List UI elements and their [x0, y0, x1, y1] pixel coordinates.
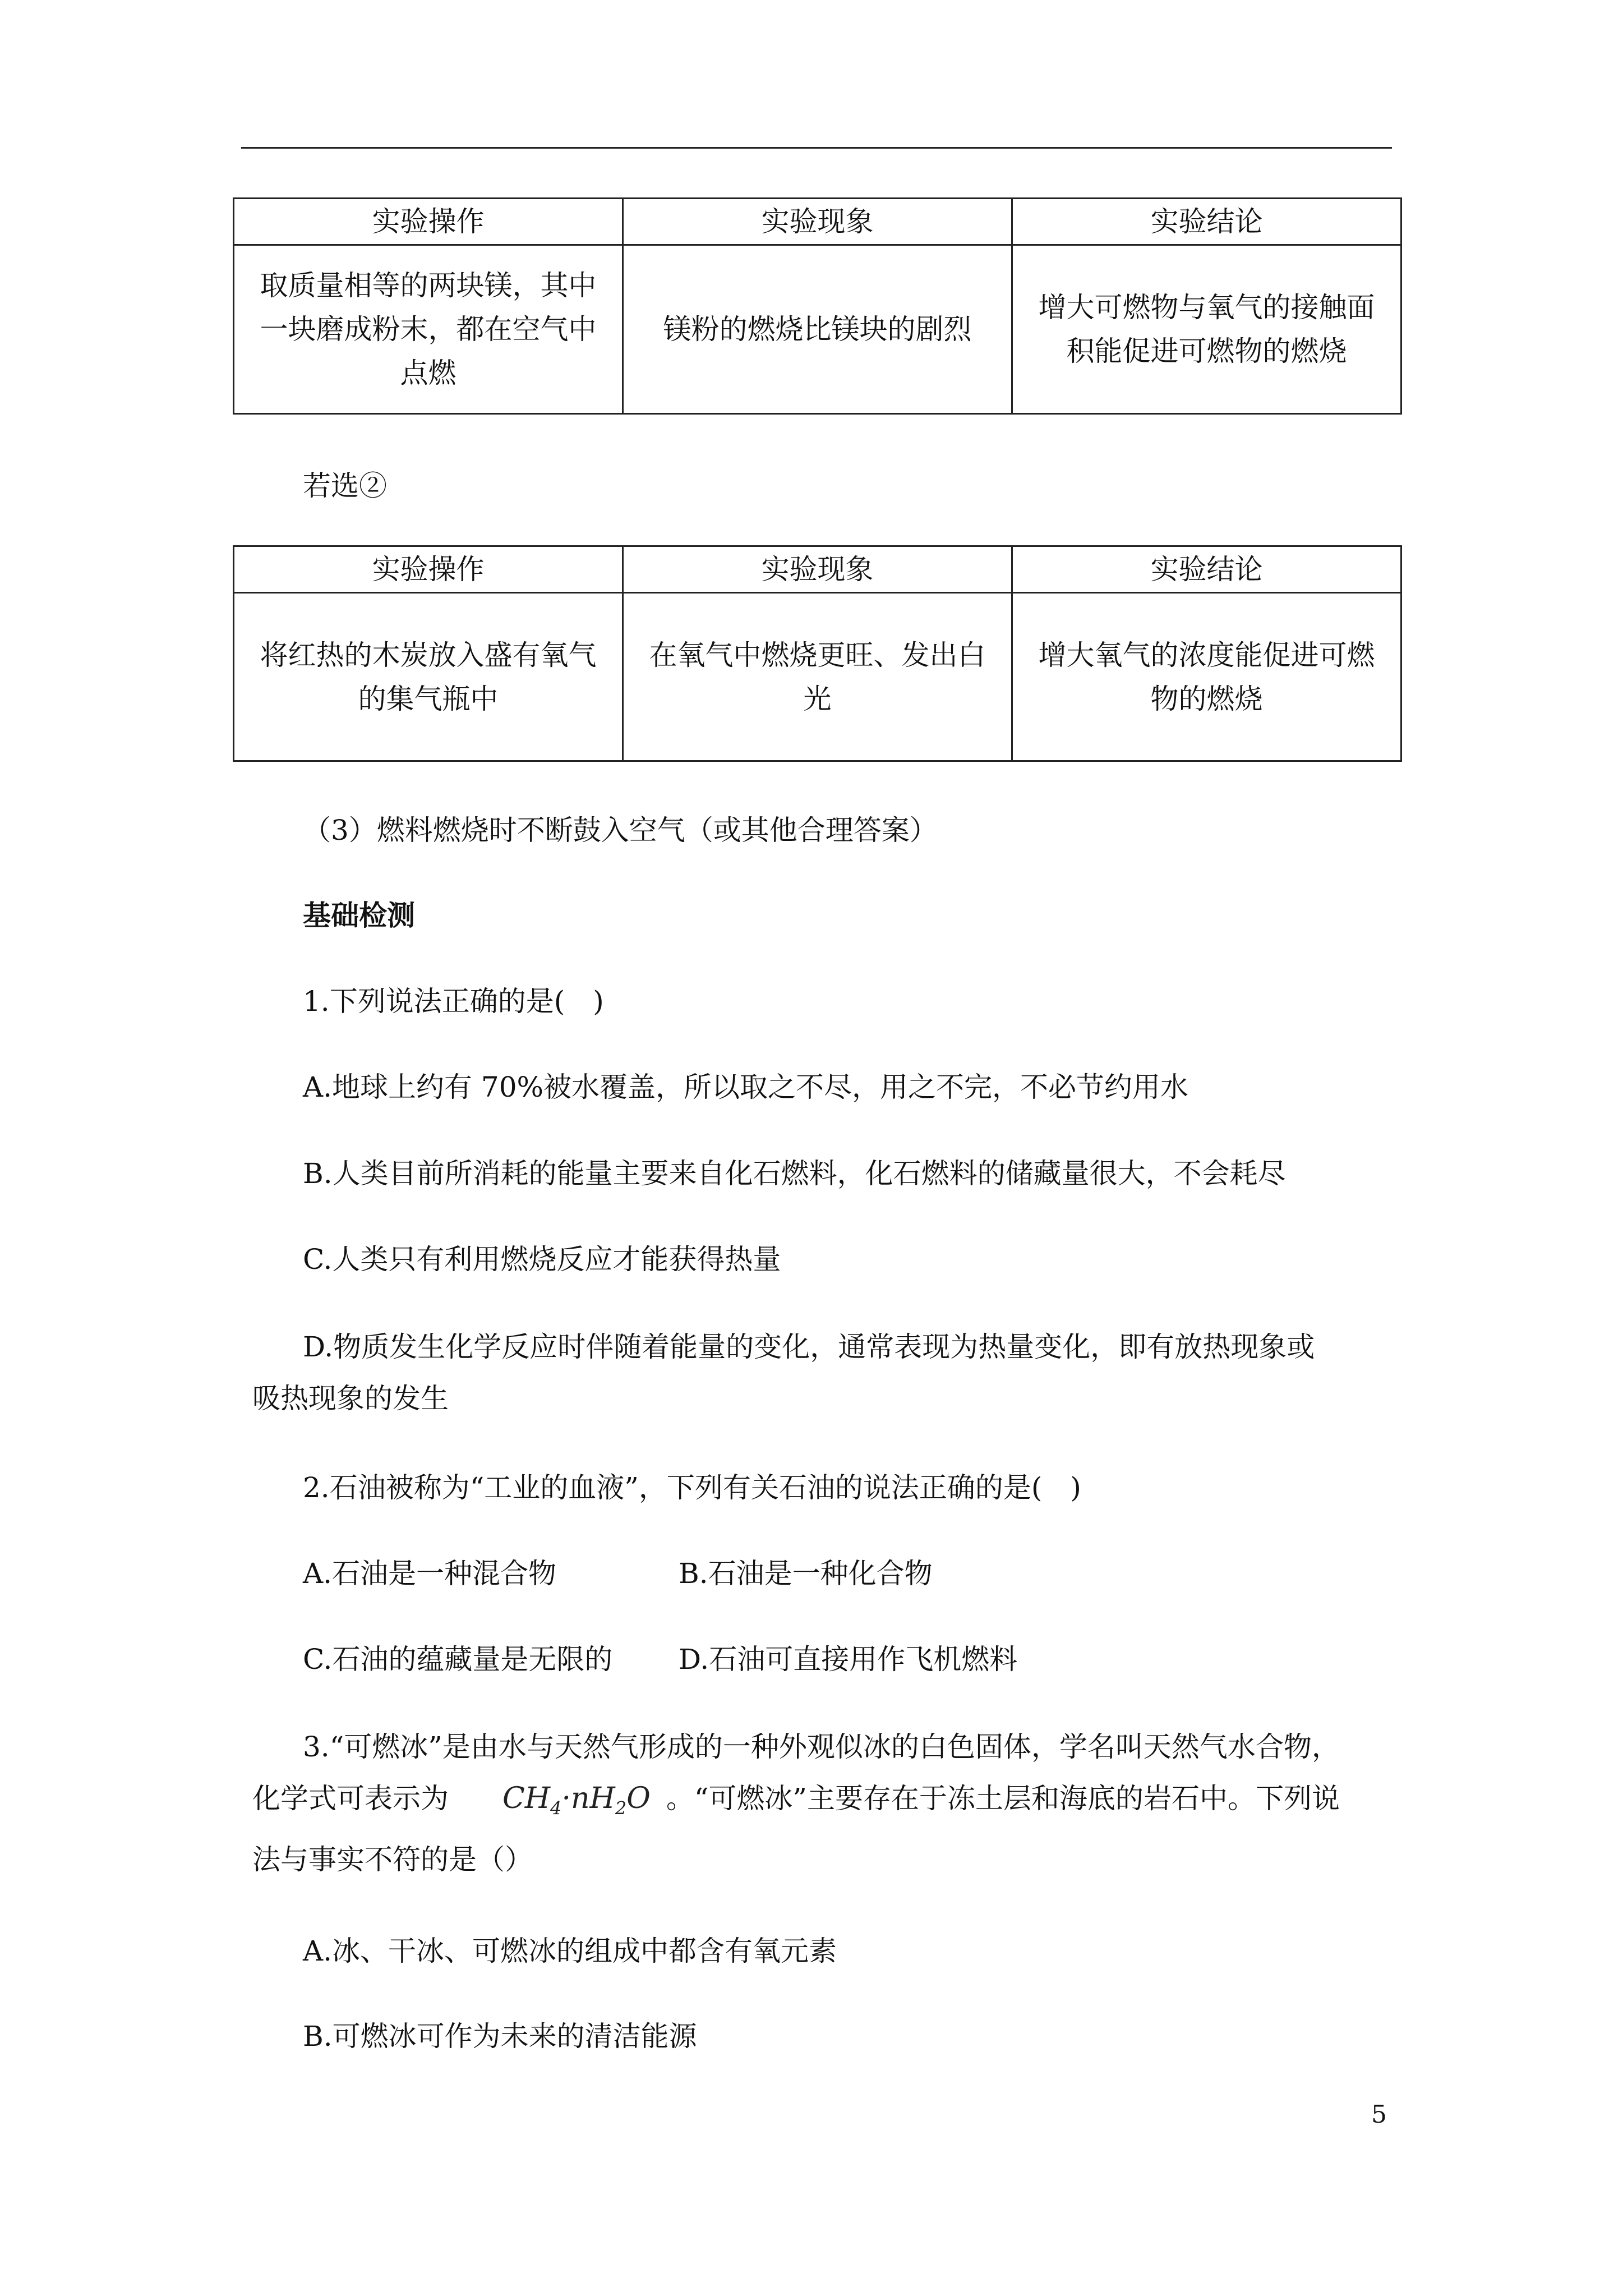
formula-sub-2: 2 [615, 1797, 627, 1819]
experiment-table-2 [233, 545, 1402, 762]
section-title: 基础检测 [303, 899, 415, 932]
q3-stem-part2: 。“可燃冰”主要存在于冻土层和海底的岩石中。下列说法与事实不符的是（） [252, 1782, 1340, 1876]
q1-stem: 1.下列说法正确的是( ) [303, 985, 604, 1018]
answer-3: （3）燃料燃烧时不断鼓入空气（或其他合理答案） [303, 814, 938, 846]
q3-option-b: B.可燃冰可作为未来的清洁能源 [303, 2020, 697, 2053]
formula-sub-1: 4 [550, 1797, 562, 1819]
q3-stem [252, 1721, 1341, 1885]
header-phenomenon: 实验现象 [623, 199, 1012, 245]
cell-phenomenon: 镁粉的燃烧比镁块的剧烈 [623, 245, 1012, 414]
q2-option-b: B.石油是一种化合物 [679, 1557, 933, 1590]
cell-conclusion: 增大可燃物与氧气的接触面积能促进可燃物的燃烧 [1012, 245, 1401, 414]
formula-end: O [626, 1782, 651, 1815]
header-phenomenon: 实验现象 [623, 546, 1012, 593]
q2-option-c: C.石油的蕴藏量是无限的 [303, 1643, 613, 1676]
q2-options-row-1 [303, 1557, 933, 1590]
cell-operation: 将红热的木炭放入盛有氧气的集气瓶中 [234, 593, 623, 761]
q1-option-a: A.地球上约有 70%被水覆盖，所以取之不尽，用之不完，不必节约用水 [303, 1071, 1189, 1103]
header-conclusion: 实验结论 [1012, 546, 1401, 593]
table-header-row [234, 199, 1401, 245]
formula-main: CH [502, 1782, 551, 1815]
table-header-row [234, 546, 1401, 593]
header-operation: 实验操作 [234, 546, 623, 593]
q3-option-a: A.冰、干冰、可燃冰的组成中都含有氧元素 [303, 1935, 837, 1967]
table-row [234, 593, 1401, 761]
page-number: 5 [1371, 2100, 1387, 2129]
cell-phenomenon: 在氧气中燃烧更旺、发出白光 [623, 593, 1012, 761]
formula-mid: ·nH [561, 1782, 615, 1815]
q2-option-a: A.石油是一种混合物 [303, 1557, 557, 1590]
header-conclusion: 实验结论 [1012, 199, 1401, 245]
q1-option-d: D.物质发生化学反应时伴随着能量的变化，通常表现为热量变化，即有放热现象或吸热现象的发生 [252, 1331, 1315, 1415]
table-row [234, 245, 1401, 414]
q1-option-b: B.人类目前所消耗的能量主要来自化石燃料，化石燃料的储藏量很大，不会耗尽 [303, 1157, 1286, 1190]
cell-operation: 取质量相等的两块镁，其中一块磨成粉末，都在空气中点燃 [234, 245, 623, 414]
chemical-formula [452, 1773, 651, 1834]
q3-stem-part1: 3.“可燃冰”是由水与天然气形成的一种外观似冰的白色固体，学名叫天然气水合物，化学式可表示为 [252, 1731, 1340, 1815]
q2-option-d: D.石油可直接用作飞机燃料 [679, 1643, 1018, 1676]
if-option-2-label: 若选② [303, 470, 387, 502]
cell-conclusion: 增大氧气的浓度能促进可燃物的燃烧 [1012, 593, 1401, 761]
q2-options-row-2 [303, 1642, 1017, 1676]
q2-stem: 2.石油被称为“工业的血液”，下列有关石油的说法正确的是( ) [303, 1471, 1081, 1504]
q1-option-c: C.人类只有利用燃烧反应才能获得热量 [303, 1243, 781, 1276]
header-operation: 实验操作 [234, 199, 623, 245]
experiment-table-1 [233, 197, 1402, 415]
header-rule [241, 147, 1392, 149]
